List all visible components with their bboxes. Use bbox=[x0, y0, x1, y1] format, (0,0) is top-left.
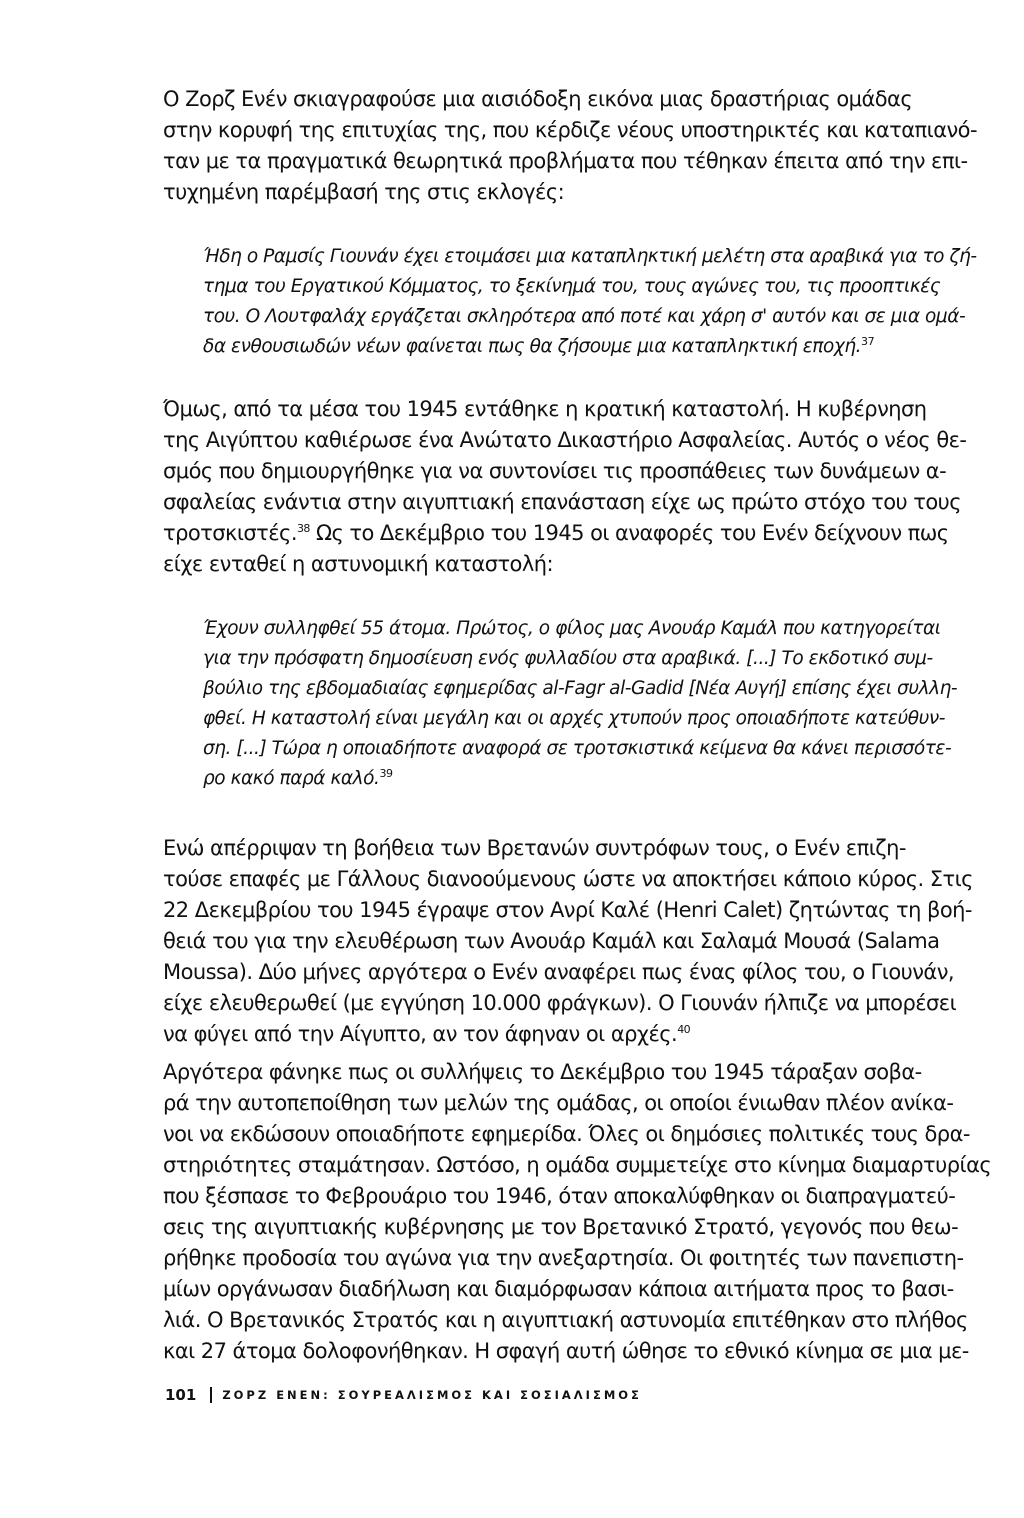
text-line: σμός που δημιουργήθηκε για να συντονίσει τις προσπάθειες των δυνάμεων α- bbox=[163, 459, 947, 483]
text-line: ρήθηκε προδοσία του αγώνα για την ανεξαρτησία. Οι φοιτητές των πανεπιστη- bbox=[163, 1246, 964, 1270]
quote-line: για την πρόσφατη δημοσίευση ενός φυλλαδίου στα αραβικά. [...] Το εκδοτικό συμ- bbox=[203, 648, 933, 669]
footnote-marker: 40 bbox=[677, 1023, 691, 1036]
page-footer bbox=[165, 1383, 642, 1407]
text-line: Ενώ απέρριψαν τη βοήθεια των Βρετανών συντρόφων τους, ο Ενέν επιζη- bbox=[163, 836, 906, 860]
text-line: Όμως, από τα μέσα του 1945 εντάθηκε η κρατική καταστολή. Η κυβέρνηση bbox=[163, 397, 927, 421]
quote-line: του. Ο Λουτφαλάχ εργάζεται σκληρότερα από ποτέ και χάρη σ' αυτόν και σε μια ομά- bbox=[203, 306, 966, 327]
text-line: λιά. Ο Βρετανικός Στρατός και η αιγυπτιακή αστυνομία επιτέθηκαν στο πλήθος bbox=[163, 1308, 968, 1332]
footer-divider bbox=[210, 1387, 212, 1403]
quote-line: φθεί. Η καταστολή είναι μεγάλη και οι αρχές χτυπούν προς οποιαδήποτε κατεύθυν- bbox=[203, 708, 945, 729]
text-line: σφαλείας ενάντια στην αιγυπτιακή επανάσταση είχε ως πρώτο στόχο του τους bbox=[163, 490, 962, 514]
text-line: στηριότητες σταμάτησαν. Ωστόσο, η ομάδα συμμετείχε στο κίνημα διαμαρτυρίας bbox=[163, 1153, 992, 1177]
text-line: ταν με τα πραγματικά θεωρητικά προβλήματα που τέθηκαν έπειτα από την επι- bbox=[163, 149, 968, 173]
footnote-marker: 39 bbox=[379, 766, 393, 780]
text-line: και 27 άτομα δολοφονήθηκαν. Η σφαγή αυτή ώθησε το εθνικό κίνημα σε μια με- bbox=[163, 1339, 969, 1363]
quote-line: βούλιο της εβδομαδιαίας εφημερίδας al-Fagr al-Gadid [Νέα Αυγή] επίσης έχει συλλη- bbox=[203, 678, 958, 699]
text-line: που ξέσπασε το Φεβρουάριο του 1946, όταν αποκαλύφθηκαν οι διαπραγματεύ- bbox=[163, 1184, 956, 1208]
text-line: ρά την αυτοπεποίθηση των μελών της ομάδας, οι οποίοι ένιωθαν πλέον ανίκα- bbox=[163, 1091, 954, 1115]
footnote-marker: 38 bbox=[296, 522, 310, 535]
text-line: της Αιγύπτου καθιέρωσε ένα Ανώτατο Δικαστήριο Ασφαλείας. Αυτός ο νέος θε- bbox=[163, 428, 967, 452]
text-line: Αργότερα φάνηκε πως οι συλλήψεις το Δεκέμβριο του 1945 τάραξαν σοβα- bbox=[163, 1060, 922, 1084]
quote-line: Ήδη ο Ραμσίς Γιουνάν έχει ετοιμάσει μια καταπληκτική μελέτη στα αραβικά για το ζή- bbox=[203, 246, 977, 267]
text-line: είχε ενταθεί η αστυνομική καταστολή: bbox=[163, 552, 554, 576]
quote-line: Έχουν συλληφθεί 55 άτομα. Πρώτος, ο φίλος μας Ανουάρ Καμάλ που κατηγορείται bbox=[203, 618, 941, 639]
quote-line: τημα του Εργατικού Κόμματος, το ξεκίνημά του, τους αγώνες του, τις προοπτικές bbox=[203, 276, 941, 297]
text-line: Moussa). Δύο μήνες αργότερα ο Ενέν αναφέρει πως ένας φίλος του, ο Γιουνάν, bbox=[163, 960, 955, 984]
quote-line: ση. [...] Τώρα η οποιαδήποτε αναφορά σε τροτσκιστικά κείμενα θα κάνει περισσότε- bbox=[203, 738, 952, 759]
text-line: τούσε επαφές με Γάλλους διανοούμενους ώστε να αποκτήσει κάποιο κύρος. Στις bbox=[163, 867, 973, 891]
footnote-marker: 37 bbox=[861, 334, 875, 348]
running-head: ΖΟΡΖ ΕΝΕΝ: ΣΟΥΡΕΑΛΙΣΜΟΣ ΚΑΙ ΣΟΣΙΑΛΙΣΜΟΣ bbox=[222, 1388, 642, 1402]
text-line: σεις της αιγυπτιακής κυβέρνησης με τον Βρετανικό Στρατό, γεγονός που θεω- bbox=[163, 1215, 959, 1239]
quote-line bbox=[203, 768, 393, 789]
text-segment: Ως το Δεκέμβριο του 1945 οι αναφορές του Ενέν δείχνουν πως bbox=[309, 521, 949, 545]
text-line: μίων οργάνωσαν διαδήλωση και διαμόρφωσαν κάποια αιτήματα προς το βασι- bbox=[163, 1277, 954, 1301]
text-line: στην κορυφή της επιτυχίας της, που κέρδιζε νέους υποστηρικτές και καταπιανό- bbox=[163, 118, 977, 142]
text-line: είχε ελευθερωθεί (με εγγύηση 10.000 φράγκων). Ο Γιουνάν ήλπιζε να μπορέσει bbox=[163, 991, 957, 1015]
text-line: 22 Δεκεμβρίου του 1945 έγραψε στον Ανρί Καλέ (Henri Calet) ζητώντας τη βοή- bbox=[163, 898, 972, 922]
text-line: νοι να εκδώσουν οποιαδήποτε εφημερίδα. Όλες οι δημόσιες πολιτικές τους δρα- bbox=[163, 1122, 970, 1146]
quote-text: ρο κακό παρά καλό. bbox=[203, 768, 380, 789]
page-number: 101 bbox=[165, 1386, 197, 1404]
quote-line bbox=[203, 336, 874, 357]
text-line: Ο Ζορζ Ενέν σκιαγραφούσε μια αισιόδοξη εικόνα μιας δραστήριας ομάδας bbox=[163, 87, 913, 111]
text-line: θειά του για την ελευθέρωση των Ανουάρ Καμάλ και Σαλαμά Μουσά (Salama bbox=[163, 929, 940, 953]
text-segment: να φύγει από την Αίγυπτο, αν τον άφηναν οι αρχές. bbox=[163, 1022, 678, 1046]
text-line bbox=[163, 521, 949, 545]
text-line: τυχημένη παρέμβασή της στις εκλογές: bbox=[163, 180, 565, 204]
quote-text: δα ενθουσιωδών νέων φαίνεται πως θα ζήσουμε μια καταπληκτική εποχή. bbox=[203, 336, 862, 357]
text-segment: τροτσκιστές. bbox=[163, 521, 297, 545]
text-line bbox=[163, 1022, 690, 1046]
